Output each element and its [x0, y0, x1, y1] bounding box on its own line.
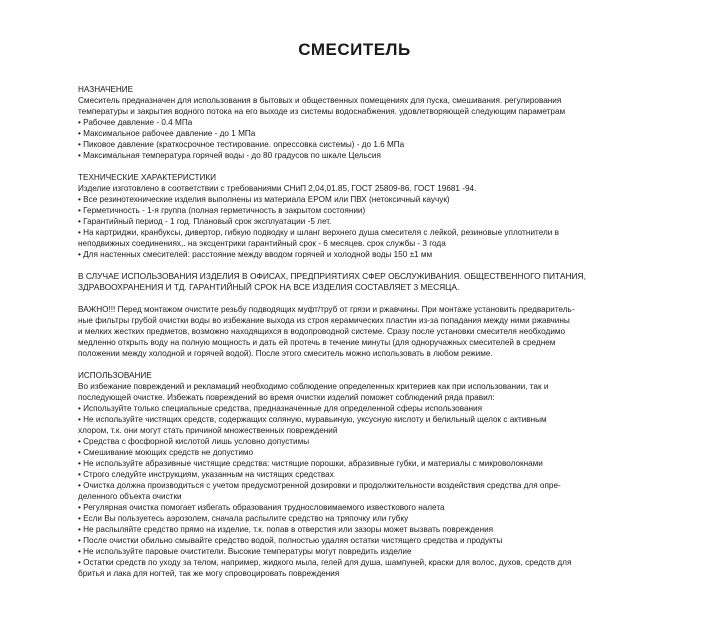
usage-line: • Средства с фосфорной кислотой лишь условно допустимы — [78, 437, 310, 446]
notice-line: ЗДРАВООХРАНЕНИЯ И ТД. ГАРАНТИЙНЫЙ СРОК НА ВСЕ ИЗДЕЛИЯ СОСТАВЛЯЕТ 3 МЕСЯЦА. — [78, 282, 460, 292]
usage-line: последующей очистке. Избежать повреждений во время очистки изделий поможет соблюдений ряда правил: — [78, 393, 495, 402]
usage-line: Во избежание повреждений и рекламаций необходимо соблюдение определенных критериев как при использовании, так и — [78, 382, 549, 391]
usage-line: • Не распыляйте средство прямо на изделие, т.к. попав в отверстия или зазоры может вызвать повреждения — [78, 525, 494, 534]
usage-line: • Строго следуйте инструкциям, указанным на чистящих средствах — [78, 470, 334, 479]
specs-line: Изделие изготовлено в соответствии с требованиями СНиП 2,04,01.85, ГОСТ 25809-86. ГОСТ 19681 -94. — [78, 184, 477, 193]
usage-line: бритья и лака для ногтей, так же могу спровоцировать повреждения — [78, 569, 340, 578]
specs-section — [78, 172, 638, 260]
usage-line: • Смешивание моющих средств не допустимо — [78, 448, 254, 457]
document-body — [78, 84, 638, 579]
purpose-heading: НАЗНАЧЕНИЕ — [78, 85, 134, 94]
usage-line: • После очистки обильно смывайте средство водой, полностью удаляя остатки чистящего средства и продукты — [78, 536, 503, 545]
usage-line: • Остатки средств по уходу за телом, например, жидкого мыла, гелей для душа, шампуней, краски для волос, духов, средств для — [78, 558, 572, 567]
important-line: ные фильтры грубой очистки воды во избежание выхода из строя керамических пластин из-за попадания между ними ржавчины — [78, 316, 570, 325]
specs-line: • На картриджи, кранбуксы, дивертор, гибкую подводку и шланг верхнего душа смесителя с лейкой, резиновые уплотнители в — [78, 228, 559, 237]
usage-line: • Если Вы пользуетесь аэрозолем, сначала распылите средство на тряпочку или губку — [78, 514, 409, 523]
usage-line: • Не используйте абразивные чистящие средства: чистящие порошки, абразивные губки, и материалы с микроволокнами — [78, 459, 543, 468]
purpose-line: • Максимальная температура горячей воды - до 80 градусов по шкале Цельсия — [78, 151, 381, 160]
important-line: и мелких жестких предметов, возможно находящихся в водопроводной системе. Сразу после установки смесителя необходимо — [78, 327, 566, 336]
important-line: ВАЖНО!!! Перед монтажом очистите резьбу подводящих муфт/труб от грязи и ржавчины. При монтаже установить предваритель- — [78, 305, 575, 314]
usage-line: • Используйте только специальные средства, предназначенные для определенной сферы использования — [78, 404, 483, 413]
purpose-section — [78, 84, 638, 161]
purpose-line: • Максимальное рабочее давление - до 1 МПа — [78, 129, 256, 138]
purpose-line: Смеситель предназначен для использования в бытовых и общественных помещениях для пуска, смешивания. регулирования — [78, 96, 562, 105]
usage-line: • Не используйте чистящих средств, содержащих соляную, муравьиную, уксусную кислоту и белильный щелок с активным — [78, 415, 547, 424]
important-section — [78, 304, 638, 359]
usage-section — [78, 370, 638, 579]
usage-line: деленного объекта очистки — [78, 492, 182, 501]
specs-line: неподвижных соединениях,. на эксцентрики гарантийный срок - 6 месяцев. срок службы - 3 года — [78, 239, 446, 248]
purpose-line: • Пиковое давление (краткосрочное тестирование. опрессовка системы) - до 1.6 МПа — [78, 140, 405, 149]
usage-heading: ИСПОЛЬЗОВАНИЕ — [78, 371, 152, 380]
usage-line: хлором, т.к. они могут стать причиной множественных повреждений — [78, 426, 338, 435]
specs-line: • Все резинотехнические изделия выполнены из материала EPOM или ПВХ (нетоксичный каучук) — [78, 195, 450, 204]
specs-line: • Гарантийный период - 1 год. Плановый срок эксплуатации -5 лет. — [78, 217, 332, 226]
specs-line: • Герметичность - 1-я группа (полная герметичность в закрытом состоянии) — [78, 206, 366, 215]
purpose-line: температуры и закрытия водного потока на его выходе из системы водоснабжения. удовлетворяющей следующим параметрам — [78, 107, 566, 116]
document-title: СМЕСИТЕЛЬ — [298, 40, 411, 59]
purpose-line: • Рабочее давление - 0.4 МПа — [78, 118, 193, 127]
usage-line: • Регулярная очистка помогает избегать образования труднословимаемого известкового налета — [78, 503, 445, 512]
warranty-notice — [78, 271, 638, 293]
specs-line: • Для настенных смесителей: расстояние между вводом горячей и холодной воды 150 ±1 мм — [78, 250, 433, 259]
usage-line: • Очистка должна производиться с учетом предусмотренной дозировки и продолжительности воздействия средства для опре- — [78, 481, 561, 490]
usage-line: • Не используйте паровые очистители. Высокие температуры могут повредить изделие — [78, 547, 412, 556]
specs-heading: ТЕХНИЧЕСКИЕ ХАРАКТЕРИСТИКИ — [78, 173, 216, 182]
important-line: положении между холодной и горячей водой). После этого смеситель можно использовать в любом режиме. — [78, 349, 493, 358]
notice-line: В СЛУЧАЕ ИСПОЛЬЗОВАНИЯ ИЗДЕЛИЯ В ОФИСАХ, ПРЕДПРИЯТИЯХ СФЕР ОБСЛУЖИВАНИЯ. ОБЩЕСТВЕННОГО ПИТАНИЯ, — [78, 271, 586, 281]
important-line: медленно открыть воду на полную мощность и дать ей протечь в течение минуты (для одноручажных смесителей в среднем — [78, 338, 556, 347]
